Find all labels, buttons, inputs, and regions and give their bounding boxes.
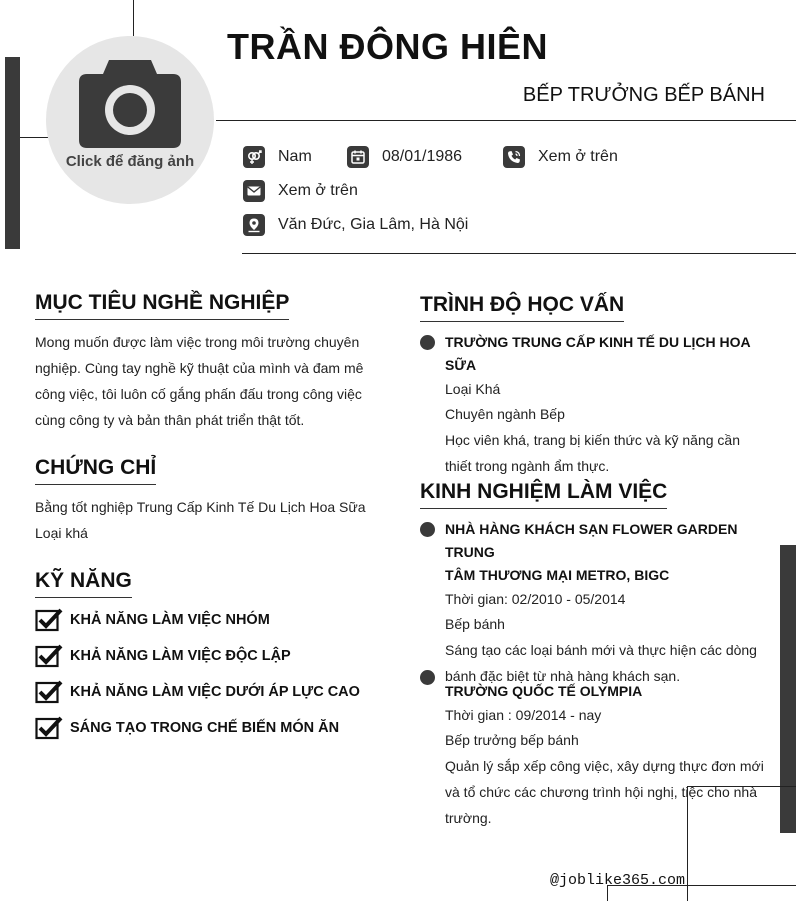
job-desc-line: trường. bbox=[445, 810, 492, 826]
job-company: NHÀ HÀNG KHÁCH SẠN FLOWER GARDEN TRUNG bbox=[445, 521, 738, 560]
address-value: Văn Đức, Gia Lâm, Hà Nội bbox=[278, 216, 469, 233]
checkbox-checked-icon bbox=[35, 716, 63, 740]
info-email bbox=[243, 180, 358, 202]
bullet-dot bbox=[420, 522, 435, 537]
info-divider bbox=[242, 253, 796, 254]
gender-value: Nam bbox=[278, 148, 312, 165]
education-grade: Loại Khá bbox=[445, 381, 501, 397]
objective-title: MỤC TIÊU NGHỀ NGHIỆP bbox=[35, 291, 289, 320]
education-major: Chuyên ngành Bếp bbox=[445, 406, 565, 422]
info-dob bbox=[347, 146, 462, 168]
email-value: Xem ở trên bbox=[278, 182, 358, 199]
avatar-caption: Click để đăng ảnh bbox=[65, 153, 195, 170]
skill-label: KHẢ NĂNG LÀM VIỆC NHÓM bbox=[70, 612, 270, 628]
education-entry bbox=[445, 331, 765, 479]
education-desc-line: thiết trong ngành ẩm thực. bbox=[445, 458, 610, 474]
bullet-dot bbox=[420, 335, 435, 350]
candidate-name: TRẦN ĐÔNG HIÊN bbox=[227, 26, 548, 67]
objective-line: công việc, tôi luôn cố gắng phấn đấu trong công việc bbox=[35, 386, 362, 402]
checkbox-checked-icon bbox=[35, 644, 63, 668]
school-name: TRƯỜNG TRUNG CẤP KINH TẾ DU LỊCH HOA SỮA bbox=[445, 334, 751, 373]
job-desc-line: Quản lý sắp xếp công việc, xây dựng thực đơn mới bbox=[445, 758, 764, 774]
education-title: TRÌNH ĐỘ HỌC VẤN bbox=[420, 293, 624, 322]
job-desc-line: bánh đặc biệt từ nhà hàng khách sạn. bbox=[445, 668, 681, 684]
phone-icon bbox=[503, 146, 525, 168]
objective-line: Mong muốn được làm việc trong môi trường chuyên bbox=[35, 334, 360, 350]
job-position: Bếp bánh bbox=[445, 616, 505, 632]
skills-title: KỸ NĂNG bbox=[35, 569, 132, 598]
info-address bbox=[243, 214, 468, 236]
phone-value: Xem ở trên bbox=[538, 148, 618, 165]
calendar-icon bbox=[347, 146, 369, 168]
education-desc bbox=[445, 427, 765, 479]
right-accent-bar bbox=[780, 545, 796, 833]
avatar-upload[interactable] bbox=[46, 36, 214, 204]
experience-title: KINH NGHIỆM LÀM VIỆC bbox=[420, 480, 667, 509]
job-entry bbox=[445, 680, 765, 831]
skill-label: SÁNG TẠO TRONG CHẾ BIẾN MÓN ĂN bbox=[70, 720, 340, 736]
job-desc bbox=[445, 753, 765, 831]
skill-item bbox=[35, 716, 339, 740]
job-company: TÂM THƯƠNG MẠI METRO, BIGC bbox=[445, 567, 670, 583]
certificate-line: Loại khá bbox=[35, 525, 88, 541]
job-desc-line: và tổ chức các chương trình hội nghị, tiệc cho nhà bbox=[445, 784, 757, 800]
checkbox-checked-icon bbox=[35, 680, 63, 704]
email-icon bbox=[243, 180, 265, 202]
frame-line-left-horizontal bbox=[18, 137, 48, 138]
objective-text bbox=[35, 329, 380, 433]
frame-line-top-vertical bbox=[133, 0, 134, 36]
job-desc-line: Sáng tạo các loại bánh mới và thực hiện các dòng bbox=[445, 642, 757, 658]
location-icon bbox=[243, 214, 265, 236]
job-company: TRƯỜNG QUỐC TẾ OLYMPIA bbox=[445, 683, 643, 699]
job-entry bbox=[445, 518, 765, 689]
job-position: Bếp trưởng bếp bánh bbox=[445, 732, 579, 748]
certificate-line: Bằng tốt nghiệp Trung Cấp Kinh Tế Du Lịch Hoa Sữa bbox=[35, 499, 366, 515]
job-time: Thời gian : 09/2014 - nay bbox=[445, 707, 602, 723]
education-desc-line: Học viên khá, trang bị kiến thức và kỹ năng cần bbox=[445, 432, 740, 448]
job-time: Thời gian: 02/2010 - 05/2014 bbox=[445, 591, 626, 607]
skill-item bbox=[35, 608, 270, 632]
skill-label: KHẢ NĂNG LÀM VIỆC ĐỘC LẬP bbox=[70, 648, 291, 664]
certificates-text bbox=[35, 494, 380, 546]
header-divider bbox=[216, 120, 796, 121]
certificates-title: CHỨNG CHỈ bbox=[35, 456, 156, 485]
left-accent-bar bbox=[5, 57, 20, 249]
skill-label: KHẢ NĂNG LÀM VIỆC DƯỚI ÁP LỰC CAO bbox=[70, 684, 360, 700]
job-title: BẾP TRƯỞNG BẾP BÁNH bbox=[522, 84, 765, 106]
objective-line: nghiệp. Cùng tay nghề kỹ thuật của mình và đam mê bbox=[35, 360, 364, 376]
skill-item bbox=[35, 680, 360, 704]
objective-line: cùng công ty và bản thân phát triển thật tốt. bbox=[35, 412, 305, 428]
camera-icon bbox=[79, 60, 181, 150]
checkbox-checked-icon bbox=[35, 608, 63, 632]
info-phone bbox=[503, 146, 618, 168]
info-gender bbox=[243, 146, 312, 168]
bullet-dot bbox=[420, 670, 435, 685]
gender-icon bbox=[243, 146, 265, 168]
skill-item bbox=[35, 644, 291, 668]
footer-watermark: @joblike365.com bbox=[550, 872, 686, 889]
dob-value: 08/01/1986 bbox=[382, 148, 463, 165]
